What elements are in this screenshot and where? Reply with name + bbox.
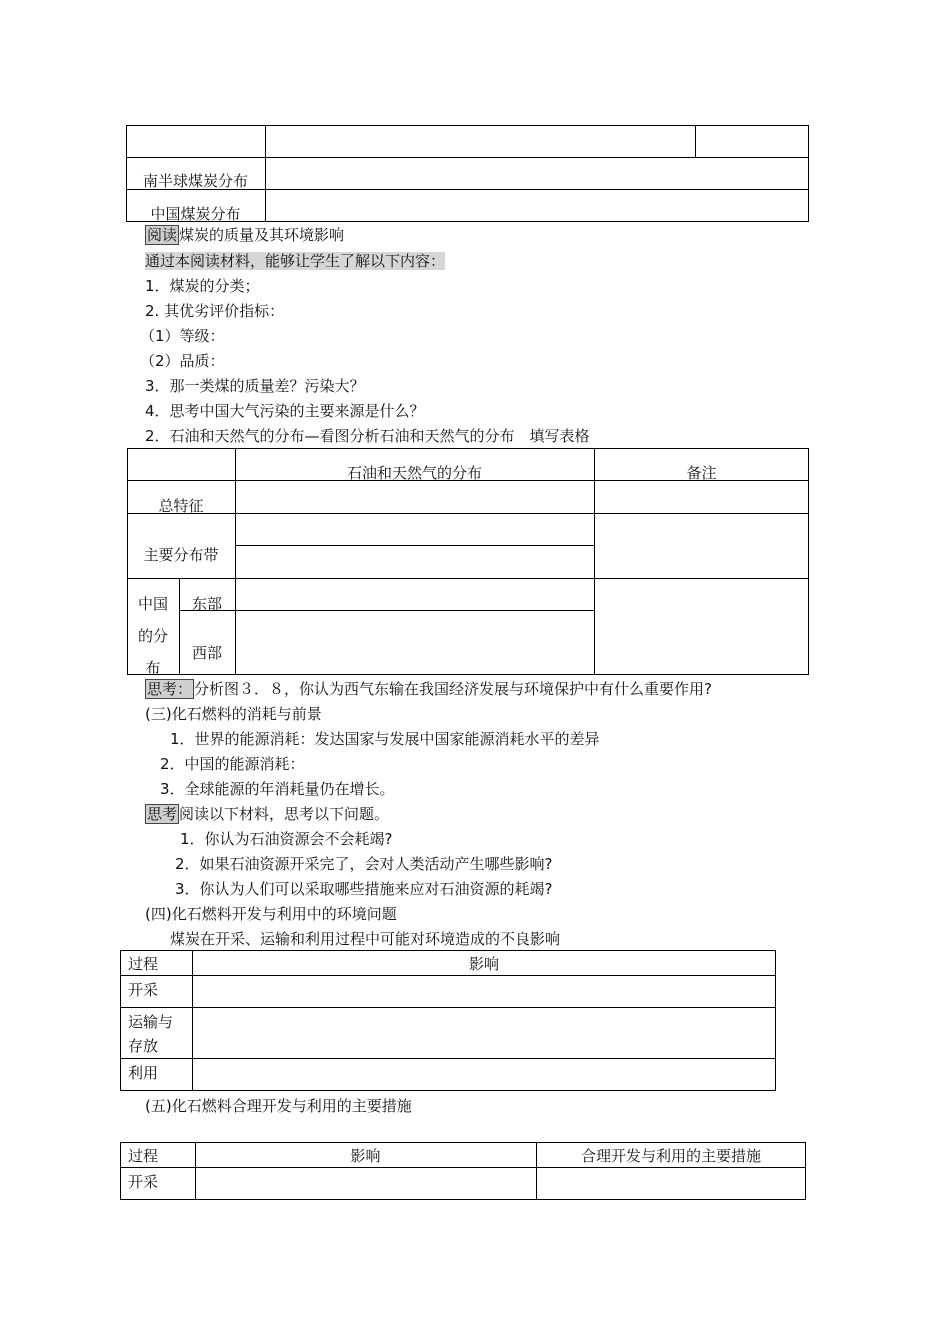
section4-subtitle: 煤炭在开采、运输和利用过程中可能对环境造成的不良影响 xyxy=(170,930,561,948)
reading-item: 4．思考中国大气污染的主要来源是什么？ xyxy=(145,402,425,420)
impact-table-row-transport: 存放 xyxy=(128,1037,159,1055)
think2-question: 2．如果石油资源开采完了，会对人类活动产生哪些影响? xyxy=(175,855,553,873)
section4-heading: (四)化石燃料开发与利用中的环境问题 xyxy=(145,905,397,923)
impact-table-row-use: 利用 xyxy=(128,1064,159,1082)
oil-table-china-label: 中国 xyxy=(137,595,168,613)
reading-item: 2. 其优劣评价指标： xyxy=(145,302,285,320)
section3-item: 3．全球能源的年消耗量仍在增长。 xyxy=(160,780,395,798)
reading-tag: 阅读 xyxy=(147,226,178,244)
impact-table-col-impact: 影响 xyxy=(468,955,499,973)
think1: 思考： 分析图３．８，你认为西气东输在我国经济发展与环境保护中有什么重要作用? xyxy=(147,680,712,698)
think1-tag: 思考： xyxy=(147,680,193,698)
measures-table xyxy=(120,1142,806,1200)
think2-question: 1．你认为石油资源会不会耗竭? xyxy=(180,830,393,848)
reading-item: （2）品质： xyxy=(140,352,225,370)
oil-table-row-main-belts: 主要分布带 xyxy=(143,546,219,564)
think2: 思考 阅读以下材料，思考以下问题。 xyxy=(147,805,390,823)
oil-table-china-label: 布 xyxy=(145,659,161,677)
impact-table-row-transport: 运输与 xyxy=(128,1013,174,1031)
oil-table-row-general: 总特征 xyxy=(158,497,204,515)
measures-table-row-mining: 开采 xyxy=(128,1173,159,1191)
section3-heading: (三)化石燃料的消耗与前景 xyxy=(145,705,322,723)
oil-table-china-label: 的分 xyxy=(137,627,168,645)
oil-table-col-remarks: 备注 xyxy=(686,464,717,482)
reading-intro: 通过本阅读材料，能够让学生了解以下内容： xyxy=(145,252,446,270)
coal-table-row-label: 南半球煤炭分布 xyxy=(142,172,248,190)
measures-table-col-measures: 合理开发与利用的主要措施 xyxy=(580,1147,761,1165)
impact-table-row-mining: 开采 xyxy=(128,981,159,999)
reading-item: 3．那一类煤的质量差？污染大？ xyxy=(145,377,365,395)
impact-table xyxy=(120,950,776,1091)
think2-question: 3．你认为人们可以采取哪些措施来应对石油资源的耗竭? xyxy=(175,880,553,898)
reading-item: 1．煤炭的分类； xyxy=(145,277,260,295)
oil-table-east: 东部 xyxy=(191,595,222,613)
oil-table-west: 西部 xyxy=(191,644,222,662)
oil-table-col-distribution: 石油和天然气的分布 xyxy=(346,464,482,482)
coal-table-row-label: 中国煤炭分布 xyxy=(150,205,241,223)
oil-gas-table xyxy=(127,448,809,675)
oil-section-heading: 2．石油和天然气的分布—看图分析石油和天然气的分布 填写表格 xyxy=(145,427,590,445)
measures-table-col-process: 过程 xyxy=(128,1147,159,1165)
reading-heading xyxy=(145,225,344,245)
measures-table-col-impact: 影响 xyxy=(350,1147,381,1165)
think2-tag: 思考 xyxy=(147,805,178,823)
impact-table-col-process: 过程 xyxy=(128,955,159,973)
coal-table xyxy=(126,125,809,222)
section3-item: 1．世界的能源消耗：发达国家与发展中国家能源消耗水平的差异 xyxy=(170,730,600,748)
reading-item: （1）等级： xyxy=(140,327,225,345)
section3-item: 2．中国的能源消耗： xyxy=(160,755,305,773)
reading-title: 煤炭的质量及其环境影响 xyxy=(179,226,345,244)
section5-heading: (五)化石燃料合理开发与利用的主要措施 xyxy=(145,1097,412,1115)
